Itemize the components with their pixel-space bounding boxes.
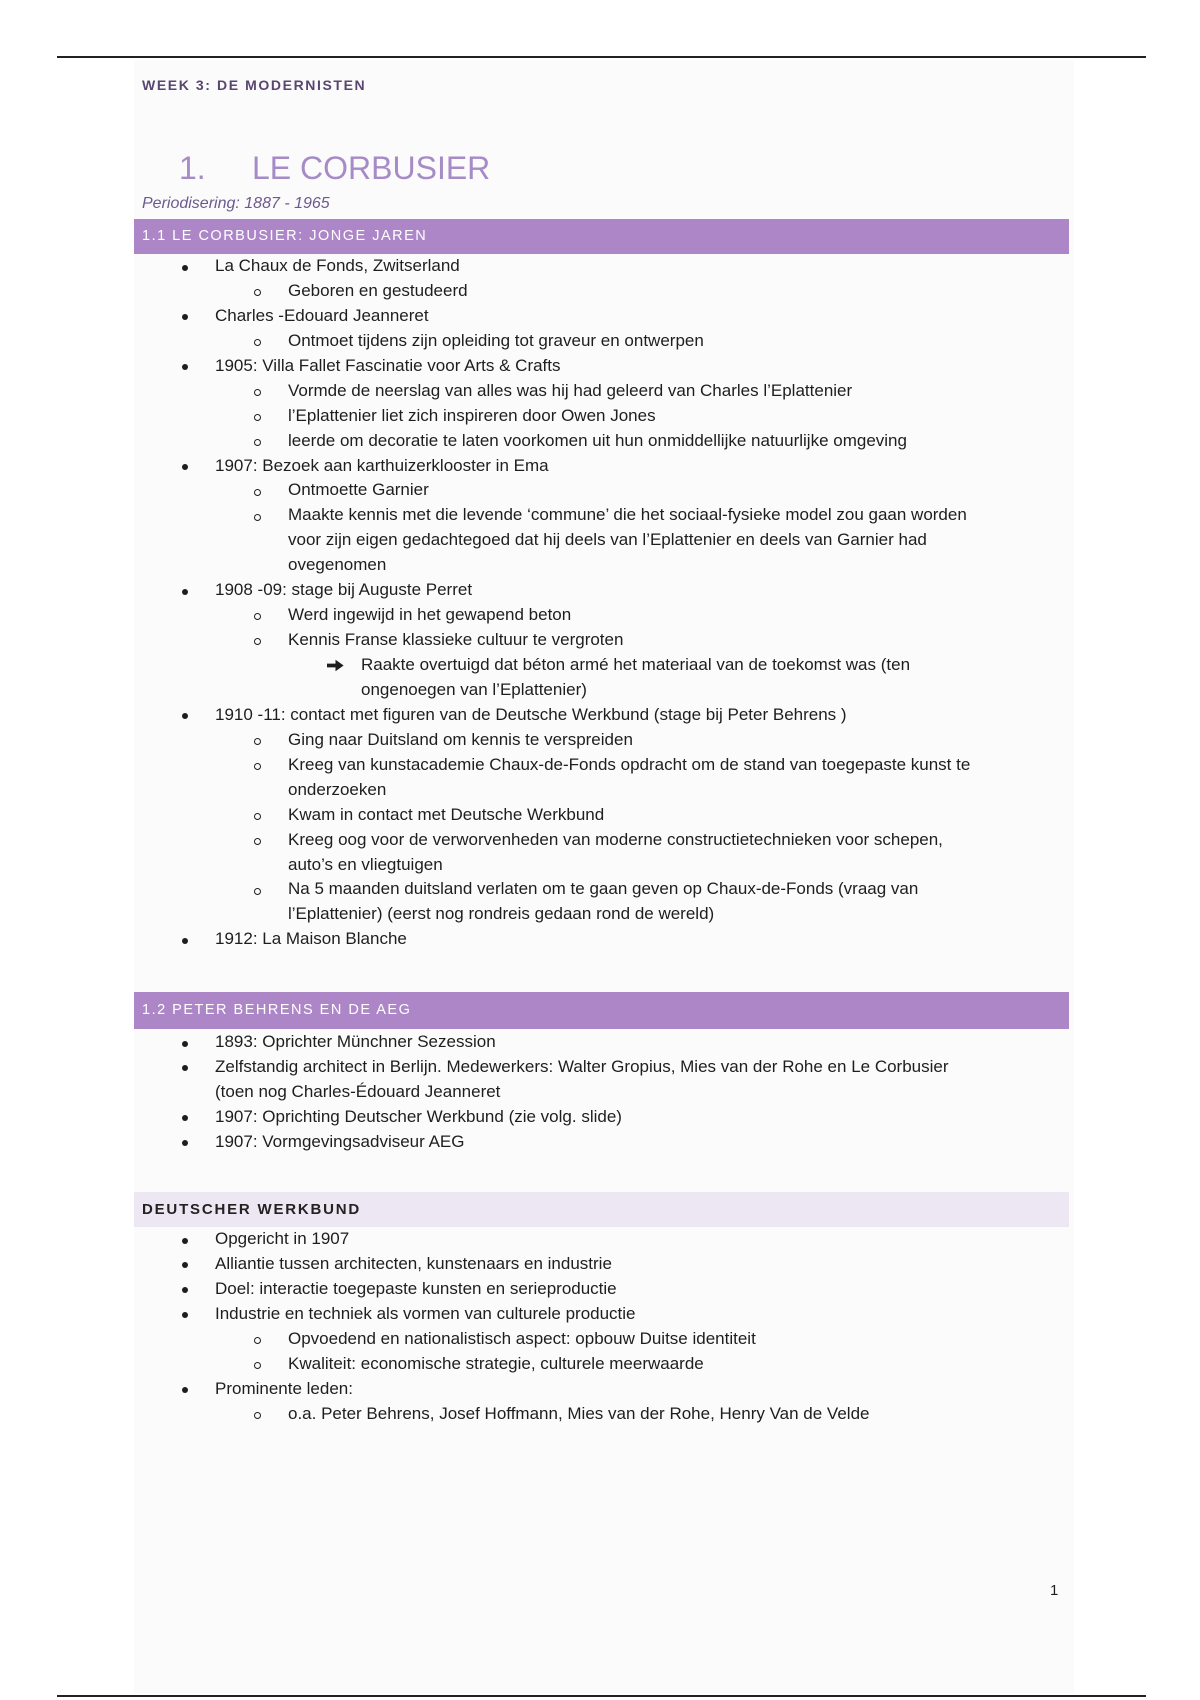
list-item <box>0 1352 1200 1377</box>
list-item-text: Ontmoette Garnier <box>288 480 429 500</box>
list-item-text: Prominente leden: <box>215 1378 353 1398</box>
list-item-text: leerde om decoratie te laten voorkomen uit hun onmiddellijke natuurlijke omgeving <box>288 430 907 450</box>
list-item <box>0 927 1200 952</box>
circle-bullet-icon <box>254 414 261 421</box>
bullet-icon <box>182 1238 188 1244</box>
list-item-text: l’Eplattenier) (eerst nog rondreis gedaan rond de wereld) <box>288 904 715 924</box>
list-item-text: 1905: Villa Fallet Fascinatie voor Arts & Crafts <box>215 355 561 375</box>
bullet-icon <box>182 1262 188 1268</box>
list-item-text: Kwaliteit: economische strategie, culturele meerwaarde <box>288 1353 704 1373</box>
list-item <box>0 1277 1200 1302</box>
list-item-text: Ontmoet tijdens zijn opleiding tot graveur en ontwerpen <box>288 330 704 350</box>
bullet-icon <box>182 938 188 944</box>
list-item <box>0 1327 1200 1352</box>
circle-bullet-icon <box>254 738 261 745</box>
list-item-text: Charles -Edouard Jeanneret <box>215 305 429 325</box>
list-item <box>0 1227 1200 1252</box>
list-item <box>0 379 1200 404</box>
list-item <box>0 1377 1200 1402</box>
section-1-2-list <box>0 1030 1200 1155</box>
list-item-text: (toen nog Charles-Édouard Jeanneret <box>215 1081 501 1101</box>
circle-bullet-icon <box>254 1412 261 1419</box>
arrow-bullet-icon <box>326 659 344 672</box>
circle-bullet-icon <box>254 489 261 496</box>
section-1-1-list <box>0 254 1200 952</box>
bullet-icon <box>182 1115 188 1121</box>
circle-bullet-icon <box>254 888 261 895</box>
list-item-text: Ging naar Duitsland om kennis te verspreiden <box>288 729 633 749</box>
list-item <box>0 1252 1200 1277</box>
circle-bullet-icon <box>254 638 261 645</box>
list-item-text: Zelfstandig architect in Berlijn. Medewerkers: Walter Gropius, Mies van der Rohe en Le Corbusier <box>215 1056 949 1076</box>
list-item <box>0 454 1200 479</box>
bullet-icon <box>182 314 188 320</box>
list-item <box>0 1402 1200 1427</box>
chapter-number: 1. <box>179 150 206 186</box>
list-item <box>0 753 1200 803</box>
list-item <box>0 703 1200 728</box>
bullet-icon <box>182 1140 188 1146</box>
list-item-text: 1908 -09: stage bij Auguste Perret <box>215 580 473 600</box>
list-item-text: Kennis Franse klassieke cultuur te vergroten <box>288 630 624 650</box>
list-item <box>0 503 1200 578</box>
list-item-text: o.a. Peter Behrens, Josef Hoffmann, Mies van der Rohe, Henry Van de Velde <box>288 1403 870 1423</box>
list-item <box>0 728 1200 753</box>
list-item <box>0 354 1200 379</box>
list-item-text: Alliantie tussen architecten, kunstenaars en industrie <box>215 1253 612 1273</box>
bullet-icon <box>182 464 188 470</box>
list-item <box>0 1055 1200 1105</box>
list-item-text: 1907: Bezoek aan karthuizerklooster in Ema <box>215 455 549 475</box>
list-item <box>0 877 1200 927</box>
list-item-text: Industrie en techniek als vormen van culturele productie <box>215 1303 636 1323</box>
list-item <box>0 478 1200 503</box>
list-item-text: 1893: Oprichter Münchner Sezession <box>215 1032 496 1051</box>
list-item-text: Opgericht in 1907 <box>215 1229 350 1248</box>
circle-bullet-icon <box>254 838 261 845</box>
circle-bullet-icon <box>254 1362 261 1369</box>
bullet-icon <box>182 1287 188 1293</box>
list-item-text: 1910 -11: contact met figuren van de Deutsche Werkbund (stage bij Peter Behrens ) <box>215 704 847 724</box>
bullet-icon <box>182 1312 188 1318</box>
werkbund-list <box>0 1227 1200 1427</box>
list-item-text: Na 5 maanden duitsland verlaten om te gaan geven op Chaux-de-Fonds (vraag van <box>288 879 919 899</box>
circle-bullet-icon <box>254 813 261 820</box>
list-item-text: Raakte overtuigd dat béton armé het materiaal van de toekomst was (ten <box>361 655 911 674</box>
list-item-text: Kreeg oog voor de verworvenheden van moderne constructietechnieken voor schepen, <box>288 829 943 849</box>
list-item <box>0 803 1200 828</box>
page-number: 1 <box>1050 1582 1059 1599</box>
list-item-text: La Chaux de Fonds, Zwitserland <box>215 256 460 275</box>
list-item-text: Vormde de neerslag van alles was hij had geleerd van Charles l’Eplattenier <box>288 380 853 400</box>
bullet-icon <box>182 1387 188 1393</box>
bullet-icon <box>182 589 188 595</box>
bullet-icon <box>182 265 188 271</box>
bullet-icon <box>182 713 188 719</box>
list-item-text: Kwam in contact met Deutsche Werkbund <box>288 804 605 824</box>
list-item-text: ongenoegen van l’Eplattenier) <box>361 679 587 699</box>
circle-bullet-icon <box>254 613 261 620</box>
list-item <box>0 404 1200 429</box>
list-item <box>0 1130 1200 1155</box>
list-item <box>0 578 1200 603</box>
list-item <box>0 1030 1200 1055</box>
list-item <box>0 429 1200 454</box>
list-item <box>0 1302 1200 1327</box>
week-title: WEEK 3: DE MODERNISTEN <box>142 77 367 93</box>
list-item <box>0 628 1200 653</box>
bullet-icon <box>182 1065 188 1071</box>
circle-bullet-icon <box>254 1337 261 1344</box>
circle-bullet-icon <box>254 289 261 296</box>
list-item <box>0 653 1200 703</box>
list-item-text: onderzoeken <box>288 779 387 799</box>
periodisering: Periodisering: 1887 - 1965 <box>142 195 330 212</box>
list-item-text: voor zijn eigen gedachtegoed dat hij deels van l’Eplattenier en deels van Garnier had <box>288 530 927 550</box>
list-item-text: Werd ingewijd in het gewapend beton <box>288 605 572 625</box>
subsection-heading-werkbund: DEUTSCHER WERKBUND <box>134 1192 1069 1227</box>
bullet-icon <box>182 364 188 370</box>
list-item <box>0 828 1200 878</box>
list-item-text: ovegenomen <box>288 555 387 575</box>
list-item-text: Opvoedend en nationalistisch aspect: opbouw Duitse identiteit <box>288 1328 756 1348</box>
list-item-text: 1907: Vormgevingsadviseur AEG <box>215 1131 465 1151</box>
list-item-text: auto’s en vliegtuigen <box>288 854 443 874</box>
list-item <box>0 254 1200 279</box>
list-item <box>0 279 1200 304</box>
section-heading-1-2: 1.2 PETER BEHRENS EN DE AEG <box>134 992 1069 1029</box>
list-item-text: Kreeg van kunstacademie Chaux-de-Fonds opdracht om de stand van toegepaste kunst te <box>288 754 971 774</box>
circle-bullet-icon <box>254 389 261 396</box>
header-rule <box>57 56 1146 58</box>
bullet-icon <box>182 1041 188 1047</box>
list-item-text: Doel: interactie toegepaste kunsten en serieproductie <box>215 1278 617 1298</box>
circle-bullet-icon <box>254 763 261 770</box>
list-item-text: Maakte kennis met die levende ‘commune’ die het sociaal-fysieke model zou gaan worden <box>288 505 967 525</box>
list-item-text: 1907: Oprichting Deutscher Werkbund (zie volg. slide) <box>215 1106 622 1126</box>
list-item <box>0 1105 1200 1130</box>
list-item-text: 1912: La Maison Blanche <box>215 929 407 949</box>
list-item-text: Geboren en gestudeerd <box>288 280 468 300</box>
list-item <box>0 304 1200 329</box>
list-item <box>0 603 1200 628</box>
list-item-text: l’Eplattenier liet zich inspireren door Owen Jones <box>288 405 656 425</box>
circle-bullet-icon <box>254 439 261 446</box>
chapter-title: LE CORBUSIER <box>252 150 491 186</box>
footer-rule <box>57 1695 1146 1697</box>
circle-bullet-icon <box>254 514 261 521</box>
section-heading-1-1: 1.1 LE CORBUSIER: JONGE JAREN <box>134 219 1069 254</box>
circle-bullet-icon <box>254 339 261 346</box>
list-item <box>0 329 1200 354</box>
